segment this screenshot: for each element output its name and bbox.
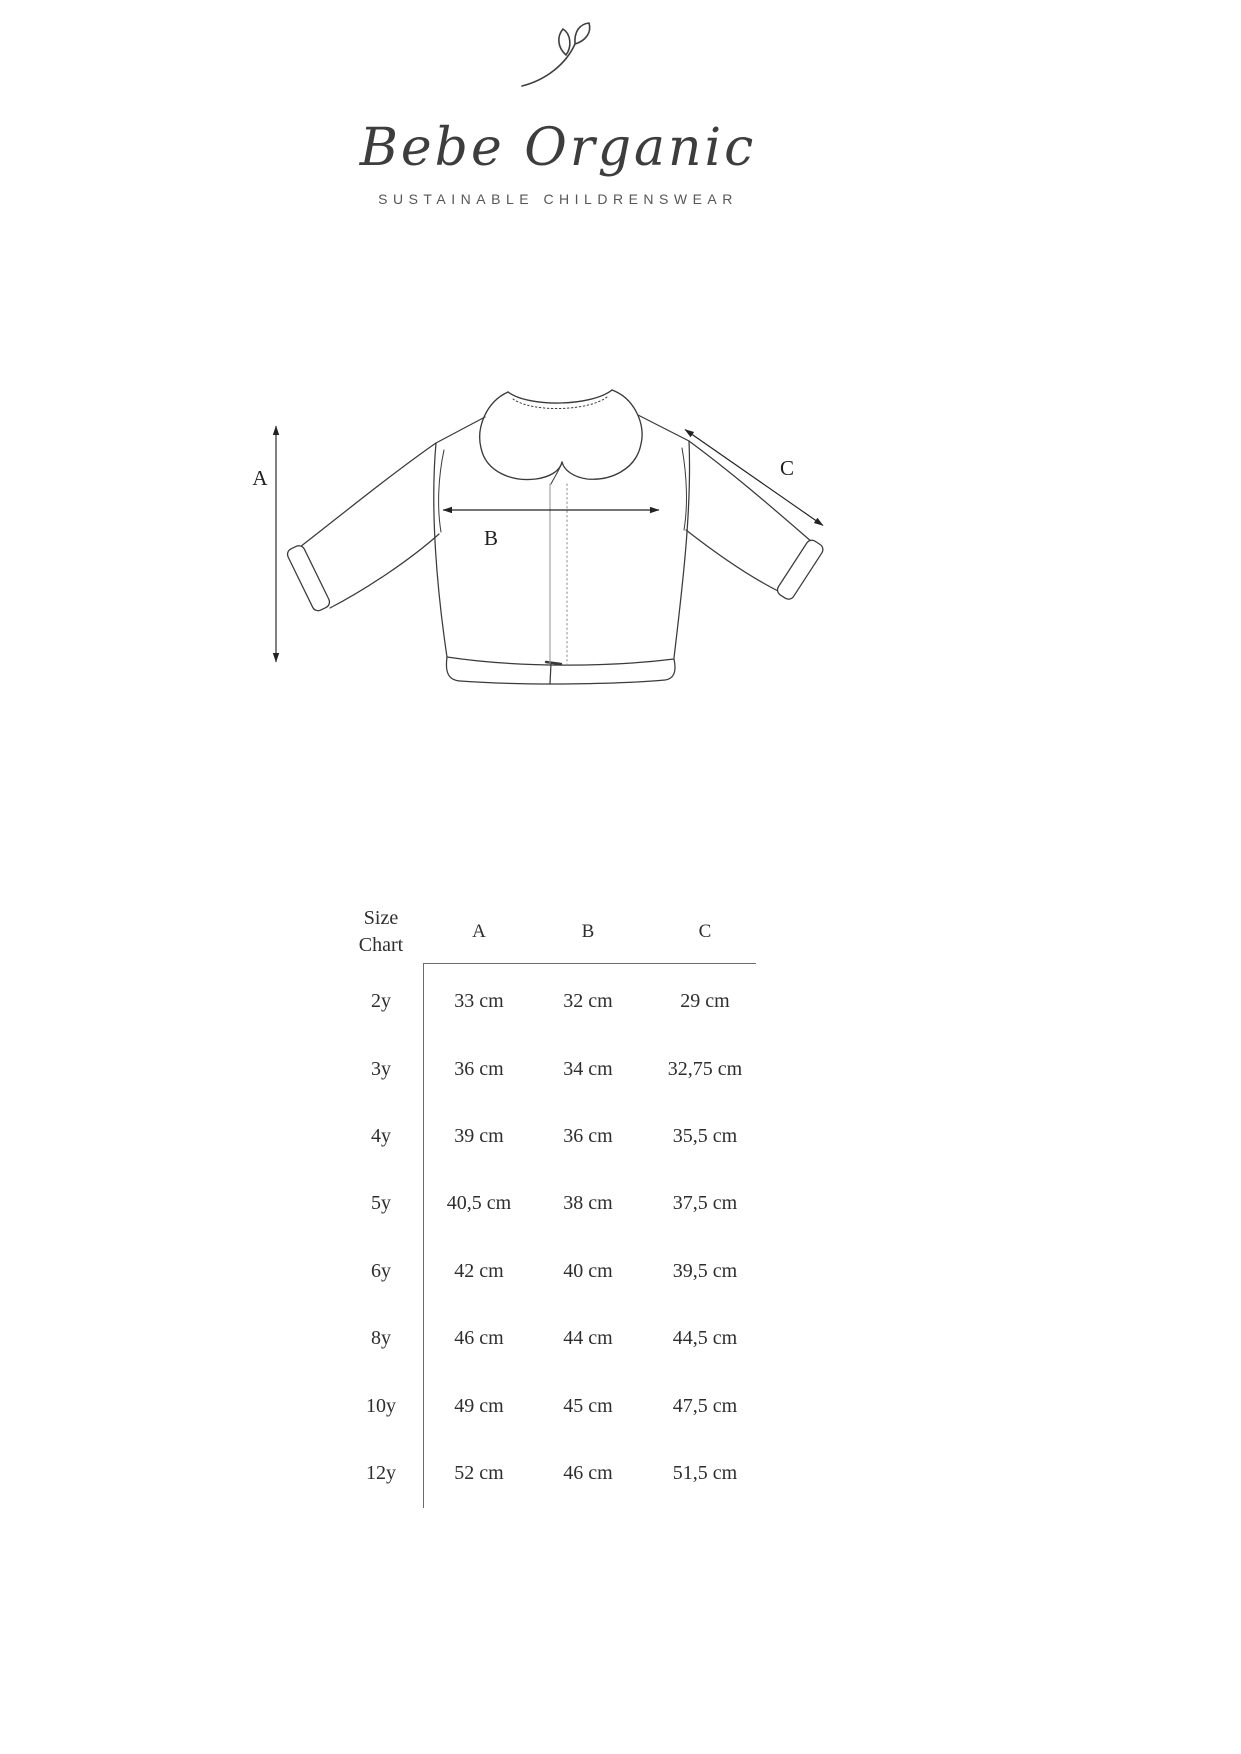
measurement-arrow-c: [685, 430, 823, 526]
collar-left-lobe: [480, 392, 562, 480]
column-header-b: B: [581, 921, 595, 942]
left-shoulder-seam: [436, 417, 485, 443]
row-value-b: 45 cm: [563, 1394, 613, 1417]
row-size-label: 12y: [366, 1461, 396, 1484]
right-shoulder-seam: [638, 415, 689, 441]
row-value-c: 39,5 cm: [672, 1259, 738, 1282]
brand-name: Bebe Organic: [359, 118, 757, 178]
left-sleeve-under-edge: [330, 534, 439, 608]
jacket-line-drawing: [286, 390, 826, 684]
row-value-c: 51,5 cm: [672, 1461, 738, 1484]
row-size-label: 10y: [366, 1394, 396, 1417]
row-value-c: 29 cm: [680, 990, 730, 1013]
hem-center-tab: [546, 662, 561, 664]
table-horizontal-rule: [423, 963, 756, 964]
row-value-a: 40,5 cm: [446, 1192, 512, 1215]
row-value-c: 44,5 cm: [672, 1327, 738, 1350]
row-value-a: 42 cm: [454, 1259, 504, 1282]
size-table-title-line2: Chart: [358, 934, 404, 956]
branch-leaves-icon: [518, 22, 598, 90]
body-left-edge: [434, 443, 447, 657]
right-armhole-seam: [682, 448, 686, 530]
collar-right-lobe: [562, 390, 642, 479]
row-value-a: 46 cm: [454, 1327, 504, 1350]
body-right-edge: [674, 441, 690, 658]
row-value-c: 47,5 cm: [672, 1394, 738, 1417]
left-sleeve-top-edge: [300, 443, 436, 547]
row-value-b: 34 cm: [563, 1057, 613, 1080]
row-size-label: 6y: [371, 1259, 391, 1282]
size-table-title-line1: Size: [363, 907, 399, 929]
left-armhole-seam: [439, 450, 444, 532]
right-sleeve-under-edge: [686, 530, 780, 592]
diagram-label-c: C: [779, 456, 795, 480]
row-value-c: 37,5 cm: [672, 1192, 738, 1215]
row-value-a: 36 cm: [454, 1057, 504, 1080]
row-value-b: 36 cm: [563, 1124, 613, 1147]
left-cuff: [286, 544, 332, 613]
row-value-a: 39 cm: [454, 1124, 504, 1147]
row-value-c: 35,5 cm: [672, 1124, 738, 1147]
row-value-b: 38 cm: [563, 1192, 613, 1215]
row-value-a: 52 cm: [454, 1461, 504, 1484]
diagram-label-a: A: [252, 466, 268, 490]
row-value-a: 33 cm: [454, 990, 504, 1013]
row-value-b: 44 cm: [563, 1327, 613, 1350]
peter-pan-collar: [480, 390, 642, 484]
row-value-b: 32 cm: [563, 990, 613, 1013]
jacket-measurement-diagram: [240, 380, 860, 700]
row-value-b: 40 cm: [563, 1259, 613, 1282]
branch-leaf-right: [575, 23, 590, 44]
row-value-c: 32,75 cm: [667, 1057, 743, 1080]
brand-tagline: SUSTAINABLE CHILDRENSWEAR: [378, 191, 738, 207]
size-table-title: [320, 905, 442, 959]
row-size-label: 2y: [371, 990, 391, 1013]
back-neckline: [508, 390, 612, 403]
diagram-label-b: B: [483, 526, 499, 550]
size-table-body: [320, 968, 750, 1507]
column-header-a: A: [472, 921, 486, 942]
row-size-label: 4y: [371, 1124, 391, 1147]
right-cuff: [775, 538, 825, 601]
branch-leaf-left: [559, 29, 570, 55]
row-size-label: 5y: [371, 1192, 391, 1215]
row-value-b: 46 cm: [563, 1461, 613, 1484]
column-header-c: C: [698, 921, 712, 942]
hem-center-seam: [550, 663, 551, 684]
branch-stem: [522, 44, 575, 86]
row-size-label: 3y: [371, 1057, 391, 1080]
size-table-header: [320, 900, 750, 964]
row-value-a: 49 cm: [454, 1394, 504, 1417]
row-size-label: 8y: [371, 1327, 391, 1350]
